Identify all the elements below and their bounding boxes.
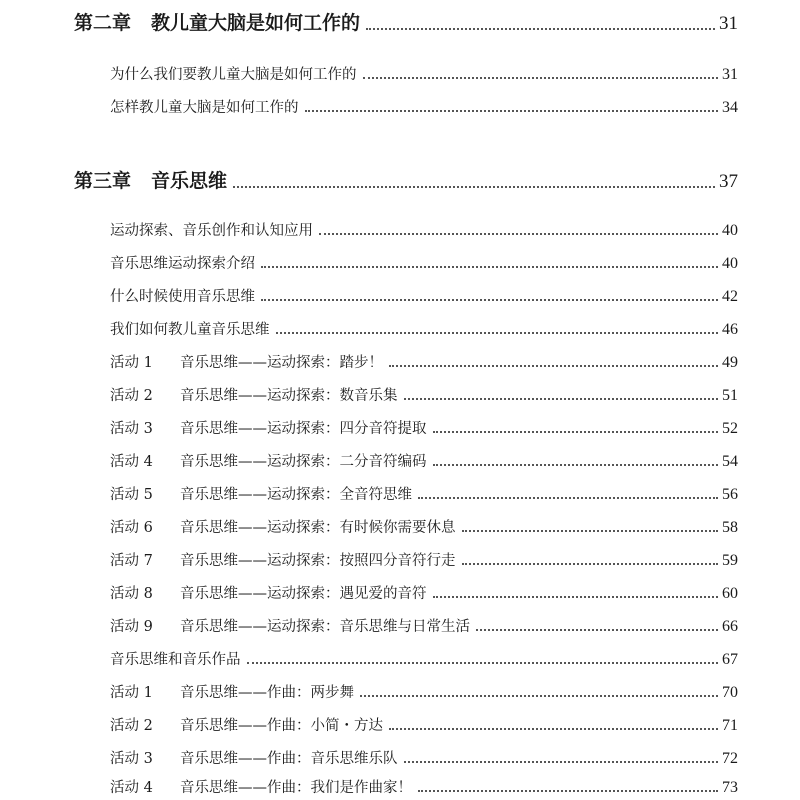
page-number: 46 xyxy=(722,321,738,338)
activity-text: 音乐思维——运动探索：四分音符提取 xyxy=(180,421,427,437)
page-number: 59 xyxy=(722,552,738,569)
page-number: 51 xyxy=(722,387,738,404)
activity-entry[interactable] xyxy=(110,776,738,797)
activity-entry[interactable] xyxy=(110,516,738,537)
leader-dots xyxy=(363,77,719,79)
toc-entry[interactable] xyxy=(110,96,738,117)
toc-entry[interactable] xyxy=(110,648,738,669)
page-number: 31 xyxy=(719,13,738,34)
activity-entry[interactable] xyxy=(110,549,738,570)
activity-text: 音乐思维——运动探索：数音乐集 xyxy=(180,388,398,404)
activity-label: 活动 5 xyxy=(110,487,153,503)
activity-entry[interactable] xyxy=(110,384,738,405)
entry-title: 什么时候使用音乐思维 xyxy=(110,289,255,305)
activity-label: 活动 1 xyxy=(110,355,153,371)
leader-dots xyxy=(389,365,718,367)
activity-label: 活动 9 xyxy=(110,619,153,635)
activity-label: 活动 2 xyxy=(110,718,153,734)
activity-label: 活动 3 xyxy=(110,421,153,437)
entry-title: 我们如何教儿童音乐思维 xyxy=(110,322,270,338)
entry-title xyxy=(110,549,456,570)
entry-title xyxy=(110,516,456,537)
chapter-heading[interactable] xyxy=(74,8,738,35)
leader-dots xyxy=(433,596,719,598)
activity-text: 音乐思维——运动探索：音乐思维与日常生活 xyxy=(180,619,470,635)
chapter-number: 第三章 xyxy=(74,170,132,192)
entry-title xyxy=(110,384,398,405)
activity-label: 活动 1 xyxy=(110,685,153,701)
leader-dots xyxy=(305,110,719,112)
page-number: 34 xyxy=(722,99,738,116)
entry-title: 音乐思维和音乐作品 xyxy=(110,652,241,668)
activity-entry[interactable] xyxy=(110,483,738,504)
activity-label: 活动 2 xyxy=(110,388,153,404)
leader-dots xyxy=(462,530,719,532)
leader-dots xyxy=(276,332,719,334)
chapter-name: 教儿童大脑是如何工作的 xyxy=(151,12,361,34)
chapter-name: 音乐思维 xyxy=(151,170,228,192)
activity-text: 音乐思维——作曲：我们是作曲家！ xyxy=(180,780,412,796)
page-number: 40 xyxy=(722,222,738,239)
leader-dots xyxy=(404,761,719,763)
page-number: 67 xyxy=(722,651,738,668)
entry-title: 为什么我们要教儿童大脑是如何工作的 xyxy=(110,67,357,83)
entry-title xyxy=(110,747,398,768)
page-number: 71 xyxy=(722,717,738,734)
toc-entry[interactable] xyxy=(110,252,738,273)
activity-label: 活动 7 xyxy=(110,553,153,569)
entry-title: 运动探索、音乐创作和认知应用 xyxy=(110,223,313,239)
page-number: 58 xyxy=(722,519,738,536)
activity-label: 活动 6 xyxy=(110,520,153,536)
activity-entry[interactable] xyxy=(110,681,738,702)
toc-entry[interactable] xyxy=(110,285,738,306)
activity-entry[interactable] xyxy=(110,615,738,636)
leader-dots xyxy=(366,28,715,30)
leader-dots xyxy=(433,464,719,466)
activity-label: 活动 8 xyxy=(110,586,153,602)
page-number: 42 xyxy=(722,288,738,305)
leader-dots xyxy=(433,431,719,433)
page-number: 52 xyxy=(722,420,738,437)
page-number: 73 xyxy=(722,779,738,796)
page-number: 60 xyxy=(722,585,738,602)
page-number: 54 xyxy=(722,453,738,470)
page-number: 49 xyxy=(722,354,738,371)
activity-text: 音乐思维——作曲：音乐思维乐队 xyxy=(180,751,398,767)
entry-title xyxy=(110,776,412,797)
entry-title xyxy=(110,450,427,471)
chapter-title xyxy=(74,166,227,193)
page-number: 56 xyxy=(722,486,738,503)
activity-label: 活动 4 xyxy=(110,454,153,470)
leader-dots xyxy=(247,662,719,664)
activity-entry[interactable] xyxy=(110,450,738,471)
leader-dots xyxy=(418,497,718,499)
leader-dots xyxy=(360,695,718,697)
activity-text: 音乐思维——运动探索：有时候你需要休息 xyxy=(180,520,456,536)
activity-text: 音乐思维——运动探索：遇见爱的音符 xyxy=(180,586,427,602)
leader-dots xyxy=(462,563,719,565)
leader-dots xyxy=(418,790,718,792)
leader-dots xyxy=(319,233,718,235)
page-number: 31 xyxy=(722,66,738,83)
page-number: 40 xyxy=(722,255,738,272)
entry-title xyxy=(110,351,383,372)
entry-title xyxy=(110,615,470,636)
activity-text: 音乐思维——作曲：小简・方达 xyxy=(180,718,383,734)
activity-entry[interactable] xyxy=(110,582,738,603)
leader-dots xyxy=(476,629,718,631)
leader-dots xyxy=(233,186,715,188)
entry-title xyxy=(110,681,354,702)
page-number: 70 xyxy=(722,684,738,701)
toc-entry[interactable] xyxy=(110,318,738,339)
activity-entry[interactable] xyxy=(110,714,738,735)
page-number: 66 xyxy=(722,618,738,635)
activity-text: 音乐思维——运动探索：按照四分音符行走 xyxy=(180,553,456,569)
chapter-heading[interactable] xyxy=(74,166,738,193)
entry-title xyxy=(110,483,412,504)
entry-title xyxy=(110,582,427,603)
page-number: 72 xyxy=(722,750,738,767)
leader-dots xyxy=(404,398,719,400)
leader-dots xyxy=(389,728,718,730)
entry-title: 怎样教儿童大脑是如何工作的 xyxy=(110,100,299,116)
activity-label: 活动 4 xyxy=(110,780,153,796)
toc-entry[interactable] xyxy=(110,219,738,240)
leader-dots xyxy=(261,299,718,301)
entry-title xyxy=(110,417,427,438)
entry-title: 音乐思维运动探索介绍 xyxy=(110,256,255,272)
toc-entry[interactable] xyxy=(110,63,738,84)
chapter-title xyxy=(74,8,360,35)
activity-label: 活动 3 xyxy=(110,751,153,767)
activity-entry[interactable] xyxy=(110,351,738,372)
activity-entry[interactable] xyxy=(110,747,738,768)
entry-title xyxy=(110,714,383,735)
activity-text: 音乐思维——运动探索：全音符思维 xyxy=(180,487,412,503)
activity-text: 音乐思维——作曲：两步舞 xyxy=(180,685,354,701)
leader-dots xyxy=(261,266,718,268)
page-number: 37 xyxy=(719,171,738,192)
chapter-number: 第二章 xyxy=(74,12,132,34)
activity-entry[interactable] xyxy=(110,417,738,438)
activity-text: 音乐思维——运动探索：踏步！ xyxy=(180,355,383,371)
activity-text: 音乐思维——运动探索：二分音符编码 xyxy=(180,454,427,470)
